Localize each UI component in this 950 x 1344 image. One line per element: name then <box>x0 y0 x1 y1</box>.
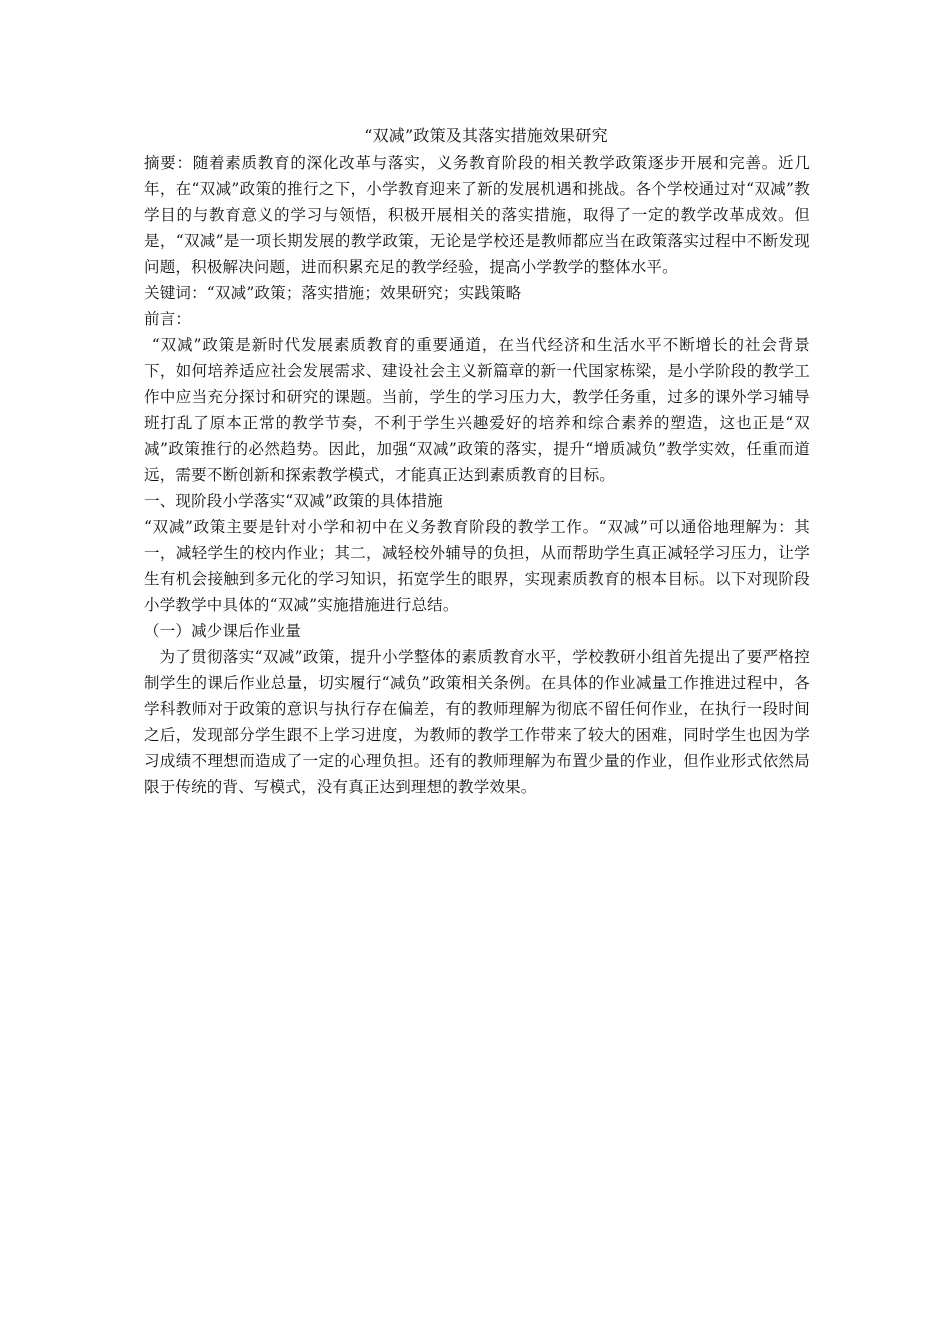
subsection1-heading: （一）减少课后作业量 <box>144 622 302 640</box>
keywords-line: 关键词：“双减”政策；落实措施；效果研究；实践策略 <box>144 284 522 302</box>
preface-label: 前言： <box>144 310 192 328</box>
document-page <box>144 122 810 800</box>
preface-paragraph: “双减”政策是新时代发展素质教育的重要通道，在当代经济和生活水平不断增长的社会背景下，如何培养适应社会发展需求、建设社会主义新篇章的新一代国家栋梁，是小学阶段的教学工作中应当充分探讨和研究的课题。当前，学生的学习压力大，教学任务重，过多的课外学习辅导班打乱了原本正常的教学节奏，不利于学生兴趣爱好的培养和综合素养的塑造，这也正是“双减”政策推行的必然趋势。因此，加强“双减”政策的落实，提升“增质减负”教学实效，任重而道远，需要不断创新和探索教学模式，才能真正达到素质教育的目标。 <box>144 336 810 484</box>
abstract-paragraph: 摘要：随着素质教育的深化改革与落实，义务教育阶段的相关教学政策逐步开展和完善。近几年，在“双减”政策的推行之下，小学教育迎来了新的发展机遇和挑战。各个学校通过对“双减”教学目的与教育意义的学习与领悟，积极开展相关的落实措施，取得了一定的教学改革成效。但是，“双减”是一项长期发展的教学政策，无论是学校还是教师都应当在政策落实过程中不断发现问题，积极解决问题，进而积累充足的教学经验，提高小学教学的整体水平。 <box>144 154 810 276</box>
section1-heading: 一、现阶段小学落实“双减”政策的具体措施 <box>144 492 443 510</box>
document-title: “双减”政策及其落实措施效果研究 <box>364 126 608 145</box>
subsection1-paragraph: 为了贯彻落实“双减”政策，提升小学整体的素质教育水平，学校教研小组首先提出了要严格控制学生的课后作业总量，切实履行“减负”政策相关条例。在具体的作业减量工作推进过程中，各学科教师对于政策的意识与执行存在偏差，有的教师理解为彻底不留任何作业，在执行一段时间之后，发现部分学生跟不上学习进度，为教师的教学工作带来了较大的困难，同时学生也因为学习成绩不理想而造成了一定的心理负担。还有的教师理解为布置少量的作业，但作业形式依然局限于传统的背、写模式，没有真正达到理想的教学效果。 <box>144 648 810 796</box>
section1-paragraph: “双减”政策主要是针对小学和初中在义务教育阶段的教学工作。“双减”可以通俗地理解为：其一，减轻学生的校内作业；其二，减轻校外辅导的负担，从而帮助学生真正减轻学习压力，让学生有机会接触到多元化的学习知识，拓宽学生的眼界，实现素质教育的根本目标。以下对现阶段小学教学中具体的“双减”实施措施进行总结。 <box>144 518 810 614</box>
